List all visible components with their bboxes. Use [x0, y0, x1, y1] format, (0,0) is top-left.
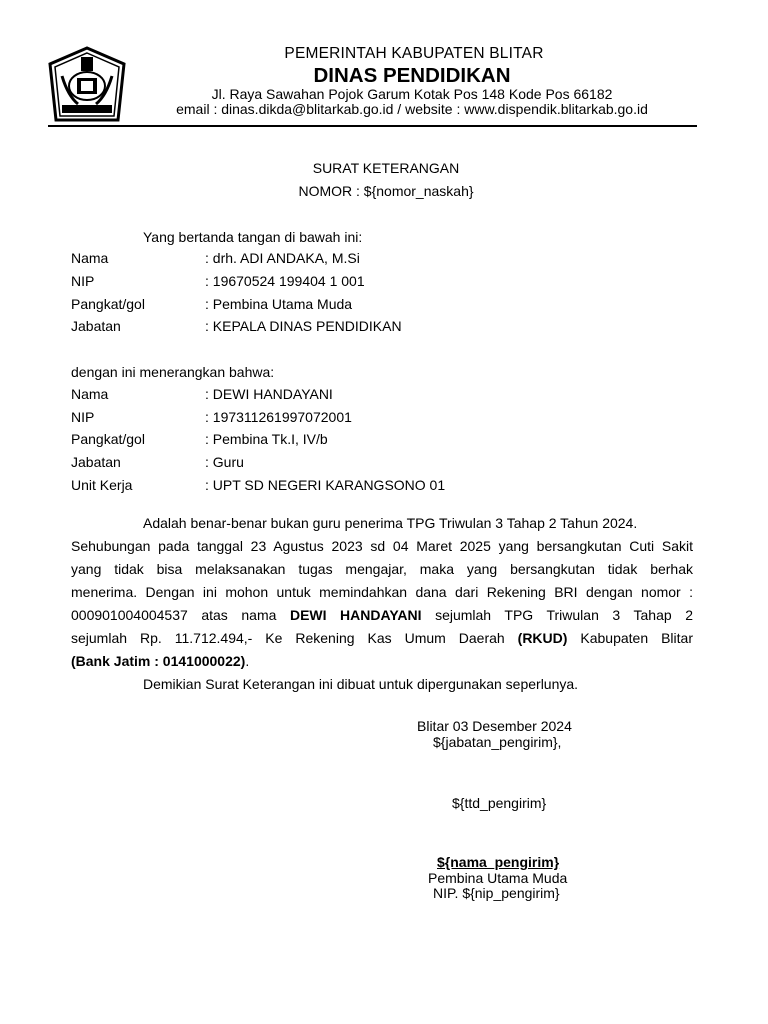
regency-text: Kabupaten Blitar: [580, 630, 693, 646]
subject-label-rank: Pangkat/gol: [71, 431, 145, 447]
intro-text: Yang bertanda tangan di bawah ini:: [143, 229, 363, 245]
signer-value-rank: : Pembina Utama Muda: [205, 296, 353, 312]
rkud-bold: (RKUD): [517, 630, 568, 646]
signer-label-position: Jabatan: [71, 318, 121, 334]
body-line-6: [71, 627, 693, 650]
closing-line: Demikian Surat Keterangan ini dibuat untuk dipergunakan seperlunya.: [143, 676, 579, 692]
subject-value-name: : DEWI HANDAYANI: [205, 386, 333, 402]
subject-label-name: Nama: [71, 386, 109, 402]
bank-account-bold: (Bank Jatim : 0141000022): [71, 653, 246, 669]
body-line-3: yang tidak bisa melaksanakan tugas mengajar, maka yang bersangkutan tidak berhak: [71, 561, 693, 577]
signer-label-nip: NIP: [71, 273, 95, 289]
letter-number: NOMOR : ${nomor_naskah}: [298, 183, 474, 199]
signer-value-name: : drh. ADI ANDAKA, M.Si: [205, 250, 360, 266]
sender-name: ${nama_pengirim}: [437, 854, 560, 870]
subject-label-nip: NIP: [71, 409, 95, 425]
place-date: Blitar 03 Desember 2024: [417, 718, 572, 734]
body-line-2: Sehubungan pada tanggal 23 Agustus 2023 sd 04 Maret 2025 yang bersangkutan Cuti Sakit: [71, 538, 693, 554]
signature-placeholder: ${ttd_pengirim}: [452, 795, 547, 811]
body-line-7: [71, 650, 693, 673]
header-government: PEMERINTAH KABUPATEN BLITAR: [284, 45, 544, 62]
body-line-5: [71, 604, 693, 627]
amount-text: sejumlah TPG Triwulan 3 Tahap 2: [435, 607, 693, 623]
signer-value-nip: : 19670524 199404 1 001: [205, 273, 365, 289]
body-line-1: Adalah benar-benar bukan guru penerima TPG Triwulan 3 Tahap 2 Tahun 2024.: [143, 515, 638, 531]
subject-value-unit: : UPT SD NEGERI KARANGSONO 01: [205, 477, 446, 493]
header-agency: DINAS PENDIDIKAN: [313, 64, 511, 87]
account-text: 000901004004537 atas nama: [71, 607, 277, 623]
sender-nip: NIP. ${nip_pengirim}: [433, 885, 560, 901]
header-address: Jl. Raya Sawahan Pojok Garum Kotak Pos 148 Kode Pos 66182: [211, 86, 613, 102]
subject-value-nip: : 197311261997072001: [205, 409, 352, 425]
body-paragraph: [71, 512, 693, 696]
signer-value-position: : KEPALA DINAS PENDIDIKAN: [205, 318, 402, 334]
signer-label-rank: Pangkat/gol: [71, 296, 145, 312]
letter-title: SURAT KETERANGAN: [312, 160, 460, 176]
subject-value-position: : Guru: [205, 454, 244, 470]
transfer-text: sejumlah Rp. 11.712.494,- Ke Rekening Kas Umum Daerah: [71, 630, 505, 646]
subject-label-position: Jabatan: [71, 454, 121, 470]
subject-name-bold: DEWI HANDAYANI: [289, 607, 422, 623]
signer-label-name: Nama: [71, 250, 109, 266]
sender-rank: Pembina Utama Muda: [428, 870, 568, 886]
header-divider: [48, 125, 697, 127]
sender-position: ${jabatan_pengirim},: [433, 734, 562, 750]
subject-label-unit: Unit Kerja: [71, 477, 133, 493]
intro2-text: dengan ini menerangkan bahwa:: [71, 364, 275, 380]
header-contact: email : dinas.dikda@blitarkab.go.id / website : www.dispendik.blitarkab.go.id: [176, 101, 648, 117]
body-line-4: menerima. Dengan ini mohon untuk memindahkan dana dari Rekening BRI dengan nomor :: [71, 584, 693, 600]
subject-value-rank: : Pembina Tk.I, IV/b: [205, 431, 328, 447]
period: .: [245, 653, 250, 669]
